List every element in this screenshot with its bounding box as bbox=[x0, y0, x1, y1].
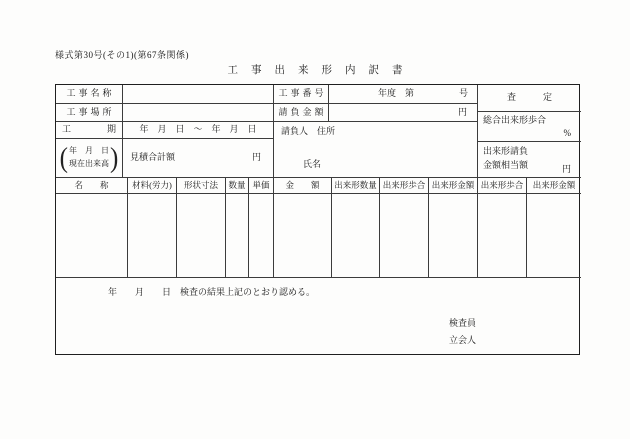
unit-yen-mitsumori: 円 bbox=[251, 152, 261, 162]
col-header-kingaku: 金 額 bbox=[274, 178, 332, 194]
label-sogo-dekigata-buai: 総合出来形歩合 bbox=[483, 115, 547, 125]
input-koji-meisho[interactable] bbox=[123, 85, 274, 104]
body-cell-dekigata-kingaku-1[interactable] bbox=[429, 194, 478, 278]
body-cell-dekigata-buai-1[interactable] bbox=[380, 194, 429, 278]
footer-section bbox=[56, 278, 581, 353]
body-cell-meisho[interactable] bbox=[56, 194, 128, 278]
body-cell-kingaku[interactable] bbox=[274, 194, 332, 278]
col-header-dekigata-buai-1: 出来形歩合 bbox=[380, 178, 429, 194]
unit-percent: % bbox=[563, 127, 571, 138]
form-number-note: 様式第30号(その1)(第67条関係) bbox=[55, 50, 189, 60]
col-header-zairyo: 材料(労力) bbox=[128, 178, 177, 194]
form-table bbox=[55, 84, 580, 355]
field-ukeoinin[interactable] bbox=[274, 122, 478, 178]
col-header-dekigata-kingaku-2: 出来形金額 bbox=[527, 178, 581, 194]
close-paren: ) bbox=[110, 142, 119, 174]
input-koji-basho[interactable] bbox=[123, 104, 274, 122]
field-sogo-dekigata-buai bbox=[478, 112, 581, 142]
body-cell-keijo[interactable] bbox=[177, 194, 226, 278]
col-header-suryo: 数量 bbox=[226, 178, 249, 194]
label-mitsumori-gokei: 見積合計額 bbox=[130, 152, 176, 162]
label-koki: 工 期 bbox=[56, 122, 123, 139]
field-genzai-dekidaka bbox=[56, 139, 123, 178]
page-title: 工事出来形内訳書 bbox=[227, 65, 416, 76]
inspection-result-line: 年 月 日 検査の結果上記のとおり認める。 bbox=[108, 287, 316, 297]
body-cell-dekigata-kingaku-2[interactable] bbox=[527, 194, 581, 278]
field-dekigata-ukeoi-sotoigaku bbox=[478, 142, 581, 178]
label-koji-basho: 工事場所 bbox=[56, 104, 123, 122]
body-cell-suryo[interactable] bbox=[226, 194, 249, 278]
label-kensain: 検査員 bbox=[449, 318, 477, 328]
field-mitsumori-gokei[interactable] bbox=[123, 139, 274, 178]
col-header-meisho: 名 称 bbox=[56, 178, 128, 194]
label-koji-meisho: 工事名称 bbox=[56, 85, 123, 104]
col-header-dekigata-buai-2: 出来形歩合 bbox=[478, 178, 527, 194]
label-genzai-date: 年 月 日 bbox=[69, 146, 109, 156]
open-paren: ( bbox=[59, 142, 68, 174]
col-header-tanka: 単価 bbox=[249, 178, 274, 194]
col-header-dekigata-kingaku-1: 出来形金額 bbox=[429, 178, 478, 194]
body-cell-dekigata-buai-2[interactable] bbox=[478, 194, 527, 278]
label-satei: 査 定 bbox=[478, 85, 581, 112]
input-koji-bango[interactable]: 年度 第 号 bbox=[329, 85, 478, 104]
col-header-keijo: 形状寸法 bbox=[177, 178, 226, 194]
unit-yen-dekigata: 円 bbox=[561, 163, 571, 174]
body-cell-tanka[interactable] bbox=[249, 194, 274, 278]
label-ukeoinin-jusho: 請負人 住所 bbox=[281, 126, 336, 136]
label-genzai-dekidaka: 現在出来高 bbox=[69, 159, 109, 168]
body-cell-dekigata-suryo[interactable] bbox=[332, 194, 380, 278]
label-tachiainin: 立会人 bbox=[449, 335, 477, 345]
label-ukeoinin-shimei: 氏名 bbox=[303, 158, 322, 169]
label-dekigata-ukeoi-2: 金額相当額 bbox=[483, 159, 529, 170]
label-dekigata-ukeoi-1: 出来形請負 bbox=[483, 146, 529, 156]
col-header-dekigata-suryo: 出来形数量 bbox=[332, 178, 380, 194]
input-ukeoi-kingaku[interactable]: 円 bbox=[329, 104, 478, 122]
label-koji-bango: 工事番号 bbox=[274, 85, 329, 104]
input-koki[interactable]: 年 月 日 ～ 年 月 日 bbox=[123, 122, 274, 139]
label-ukeoi-kingaku: 請負金額 bbox=[274, 104, 329, 122]
body-cell-zairyo[interactable] bbox=[128, 194, 177, 278]
